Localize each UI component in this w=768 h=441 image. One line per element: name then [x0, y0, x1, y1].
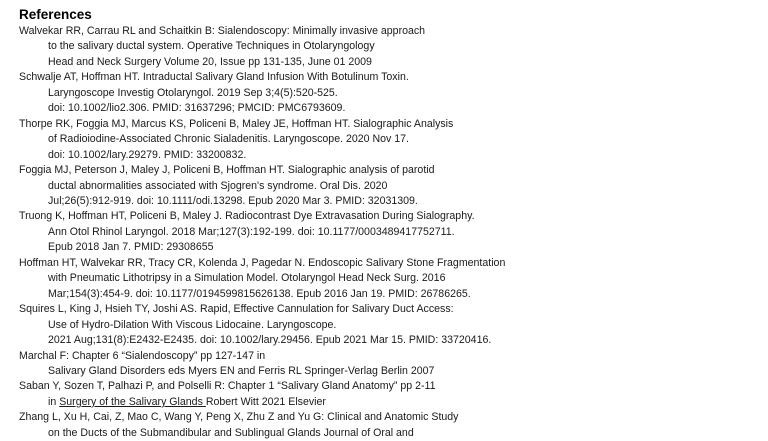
reference-text: Robert Witt 2021 Elsevier	[205, 395, 326, 408]
reference-line: Walvekar RR, Carrau RL and Schaitkin B: Sialendoscopy: Minimally invasive approach	[19, 25, 426, 37]
reference-entry	[19, 302, 768, 348]
reference-line: 2021 Aug;131(8):E2432-E2435. doi: 10.1002/lary.29456. Epub 2021 Mar 15. PMID: 33720416.	[48, 334, 492, 347]
reference-line: Foggia MJ, Peterson J, Maley J, Policeni B, Hoffman HT. Sialographic analysis of parotid	[19, 164, 435, 177]
reference-list	[19, 24, 768, 441]
reference-entry	[19, 117, 768, 163]
reference-entry	[19, 379, 768, 410]
reference-line: Mar;154(3):454-9. doi: 10.1177/0194599815626138. Epub 2016 Jan 19. PMID: 26786265.	[48, 287, 471, 300]
reference-line: Hoffman HT, Walvekar RR, Tracy CR, Kolenda J, Pagedar N. Endoscopic Salivary Stone Fragmentation	[19, 256, 506, 269]
reference-line: Thorpe RK, Foggia MJ, Marcus KS, Policeni B, Maley JE, Hoffman HT. Sialographic Analysis	[19, 117, 454, 130]
reference-line: doi: 10.1002/lio2.306. PMID: 31637296; PMCID: PMC6793609.	[48, 102, 346, 115]
reference-line: Saban Y, Sozen T, Palhazi P, and Polselli R: Chapter 1 “Salivary Gland Anatomy” pp 2-11	[19, 380, 436, 393]
reference-line: Salivary Gland Disorders eds Myers EN and Ferris RL Springer-Verlag Berlin 2007	[48, 364, 435, 377]
reference-line: Truong K, Hoffman HT, Policeni B, Maley J. Radiocontrast Dye Extravasation During Sialography.	[19, 210, 475, 223]
reference-line: Epub 2018 Jan 7. PMID: 29308655	[48, 241, 214, 254]
reference-entry	[19, 163, 768, 209]
reference-line: Laryngoscope Investig Otolaryngol. 2019 Sep 3;4(5):520-525.	[48, 86, 338, 99]
page-title: References	[19, 7, 92, 22]
reference-line: ductal abnormalities associated with Sjogren's syndrome. Oral Dis. 2020	[48, 179, 388, 192]
reference-entry	[19, 410, 768, 441]
reference-entry	[19, 209, 768, 255]
reference-line: Zhang L, Xu H, Cai, Z, Mao C, Wang Y, Peng X, Zhu Z and Yu G: Clinical and Anatomic Study	[19, 411, 459, 424]
reference-line: Ann Otol Rhinol Laryngol. 2018 Mar;127(3):192-199. doi: 10.1177/0003489417752711.	[48, 225, 455, 238]
reference-line: doi: 10.1002/lary.29279. PMID: 33200832.	[48, 148, 247, 161]
reference-line: Head and Neck Surgery Volume 20, Issue pp 131-135, June 01 2009	[48, 55, 372, 68]
reference-text: in	[48, 395, 60, 408]
reference-entry	[19, 70, 768, 116]
reference-line: Jul;26(5):912-919. doi: 10.1111/odi.13298. Epub 2020 Mar 3. PMID: 32031309.	[48, 194, 418, 207]
reference-entry	[19, 256, 768, 302]
reference-line: with Pneumatic Lithotripsy in a Simulation Model. Otolaryngol Head Neck Surg. 2016	[48, 272, 446, 285]
reference-line: to the salivary ductal system. Operative Techniques in Otolaryngology	[48, 40, 375, 53]
reference-line	[19, 395, 768, 410]
reference-line: on the Ducts of the Submandibular and Sublingual Glands Journal of Oral and	[48, 426, 414, 439]
reference-line: Use of Hydro-Dilation With Viscous Lidocaine. Laryngoscope.	[48, 318, 337, 331]
reference-line: Marchal F: Chapter 6 “Sialendoscopy” pp 127-147 in	[19, 349, 266, 362]
reference-line: Squires L, King J, Hsieh TY, Joshi AS. Rapid, Effective Cannulation for Salivary Duct Access:	[19, 303, 454, 316]
book-title: Surgery of the Salivary Glands	[59, 395, 206, 408]
reference-line: Schwalje AT, Hoffman HT. Intraductal Salivary Gland Infusion With Botulinum Toxin.	[19, 71, 409, 84]
reference-entry	[19, 349, 768, 380]
reference-line: of Radioiodine-Associated Chronic Sialadenitis. Laryngoscope. 2020 Nov 17.	[48, 133, 409, 146]
reference-entry	[19, 24, 768, 70]
